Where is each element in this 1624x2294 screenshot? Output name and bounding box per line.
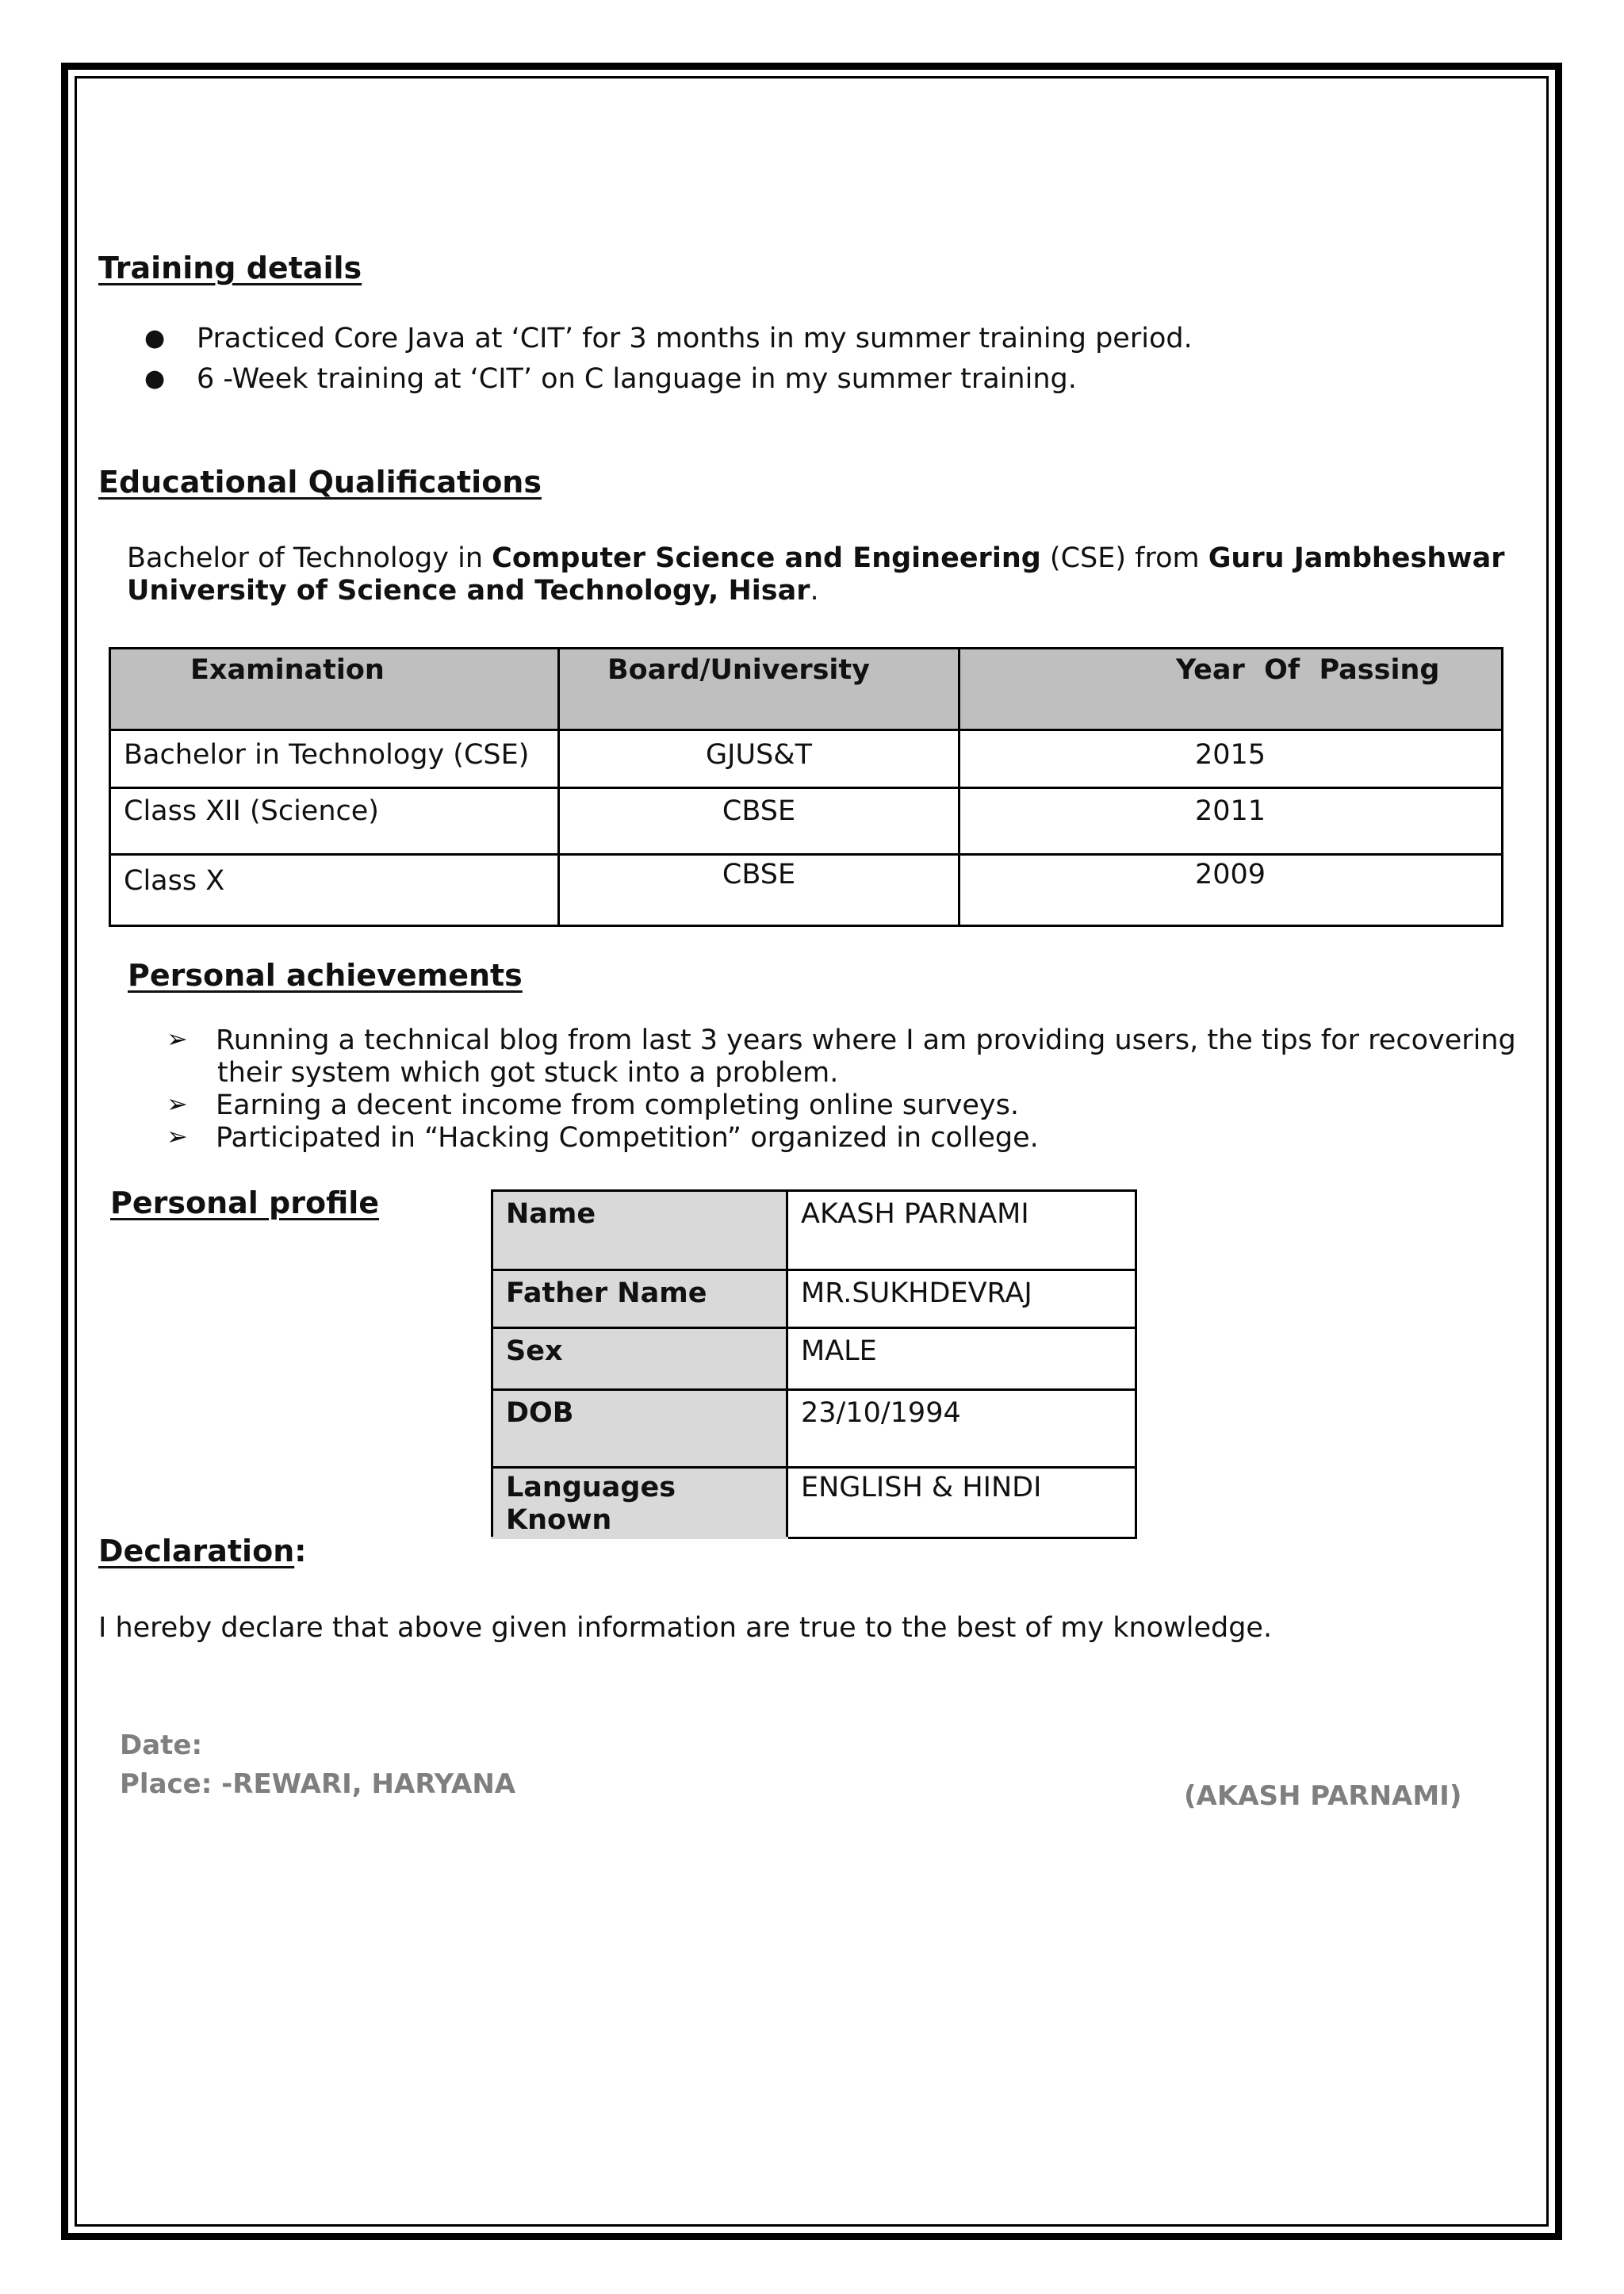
profile-value: 23/10/1994 <box>787 1390 1136 1468</box>
declaration-colon: : <box>294 1534 307 1568</box>
declaration-text: I hereby declare that above given information are true to the best of my knowledge. <box>98 1612 1273 1644</box>
arrow-bullet-icon: ➢ <box>167 1024 188 1054</box>
header-examination: Examination <box>110 649 559 730</box>
table-row <box>492 1191 1136 1270</box>
education-table <box>109 647 1503 927</box>
arrow-bullet-icon: ➢ <box>167 1121 188 1151</box>
place-text: Place: -REWARI, HARYANA <box>120 1768 516 1800</box>
table-row <box>110 730 1503 788</box>
arrow-bullet-icon: ➢ <box>167 1089 188 1119</box>
university-line2: University of Science and Technology, Hisar <box>127 575 810 607</box>
degree-end: . <box>810 575 819 607</box>
achievement-text: Earning a decent income from completing online surveys. <box>216 1090 1020 1121</box>
university-line1: Guru Jambheshwar <box>1208 542 1505 574</box>
profile-value: MR.SUKHDEVRAJ <box>787 1270 1136 1328</box>
table-row <box>110 788 1503 855</box>
achievement-text: Running a technical blog from last 3 years where I am providing users, the tips for recovering <box>216 1024 1516 1056</box>
profile-value: AKASH PARNAMI <box>787 1191 1136 1270</box>
list-item <box>167 1090 1516 1122</box>
table-row <box>492 1468 1136 1538</box>
declaration-heading-line <box>98 1534 306 1568</box>
bullet-icon: ● <box>144 324 166 352</box>
date-label: Date: <box>120 1729 203 1761</box>
table-row <box>492 1270 1136 1328</box>
profile-heading: Personal profile <box>110 1185 380 1220</box>
header-year: Year Of Passing <box>959 649 1503 730</box>
achievement-text-cont: their system which got stuck into a problem. <box>217 1057 839 1089</box>
training-heading: Training details <box>98 251 362 285</box>
degree-field: Computer Science and Engineering <box>492 542 1041 574</box>
cell-exam: Class X <box>110 855 559 926</box>
cell-exam: Bachelor in Technology (CSE) <box>110 730 559 788</box>
achievement-text: Participated in “Hacking Competition” organized in college. <box>216 1122 1039 1154</box>
cell-exam: Class XII (Science) <box>110 788 559 855</box>
degree-mid: (CSE) from <box>1040 542 1208 574</box>
profile-label: DOB <box>492 1390 787 1468</box>
table-row <box>110 855 1503 926</box>
header-board: Board/University <box>559 649 959 730</box>
profile-value: MALE <box>787 1328 1136 1390</box>
profile-label: Name <box>492 1191 787 1270</box>
table-row <box>492 1390 1136 1468</box>
bullet-icon: ● <box>144 365 166 393</box>
table-row <box>492 1328 1136 1390</box>
degree-prefix: Bachelor of Technology in <box>127 542 492 574</box>
profile-table <box>491 1189 1137 1539</box>
degree-description <box>127 542 1505 607</box>
training-item-text: 6 -Week training at ‘CIT’ on C language in my summer training. <box>197 363 1077 395</box>
list-item <box>167 1122 1516 1155</box>
profile-value: ENGLISH & HINDI <box>787 1468 1136 1538</box>
cell-year: 2011 <box>959 788 1503 855</box>
profile-label: Languages Known <box>492 1468 787 1538</box>
profile-label: Sex <box>492 1328 787 1390</box>
list-item <box>167 1024 1516 1090</box>
cell-board: GJUS&T <box>559 730 959 788</box>
cell-year: 2015 <box>959 730 1503 788</box>
profile-label: Father Name <box>492 1270 787 1328</box>
cell-year: 2009 <box>959 855 1503 926</box>
cell-board: CBSE <box>559 788 959 855</box>
training-item-text: Practiced Core Java at ‘CIT’ for 3 months in my summer training period. <box>197 323 1193 354</box>
achievements-list <box>167 1024 1516 1155</box>
table-header-row <box>110 649 1503 730</box>
signature-name: (AKASH PARNAMI) <box>1184 1780 1462 1812</box>
declaration-heading: Declaration <box>98 1534 295 1568</box>
education-heading: Educational Qualifications <box>98 465 542 500</box>
achievements-heading: Personal achievements <box>128 958 523 993</box>
cell-board: CBSE <box>559 855 959 926</box>
